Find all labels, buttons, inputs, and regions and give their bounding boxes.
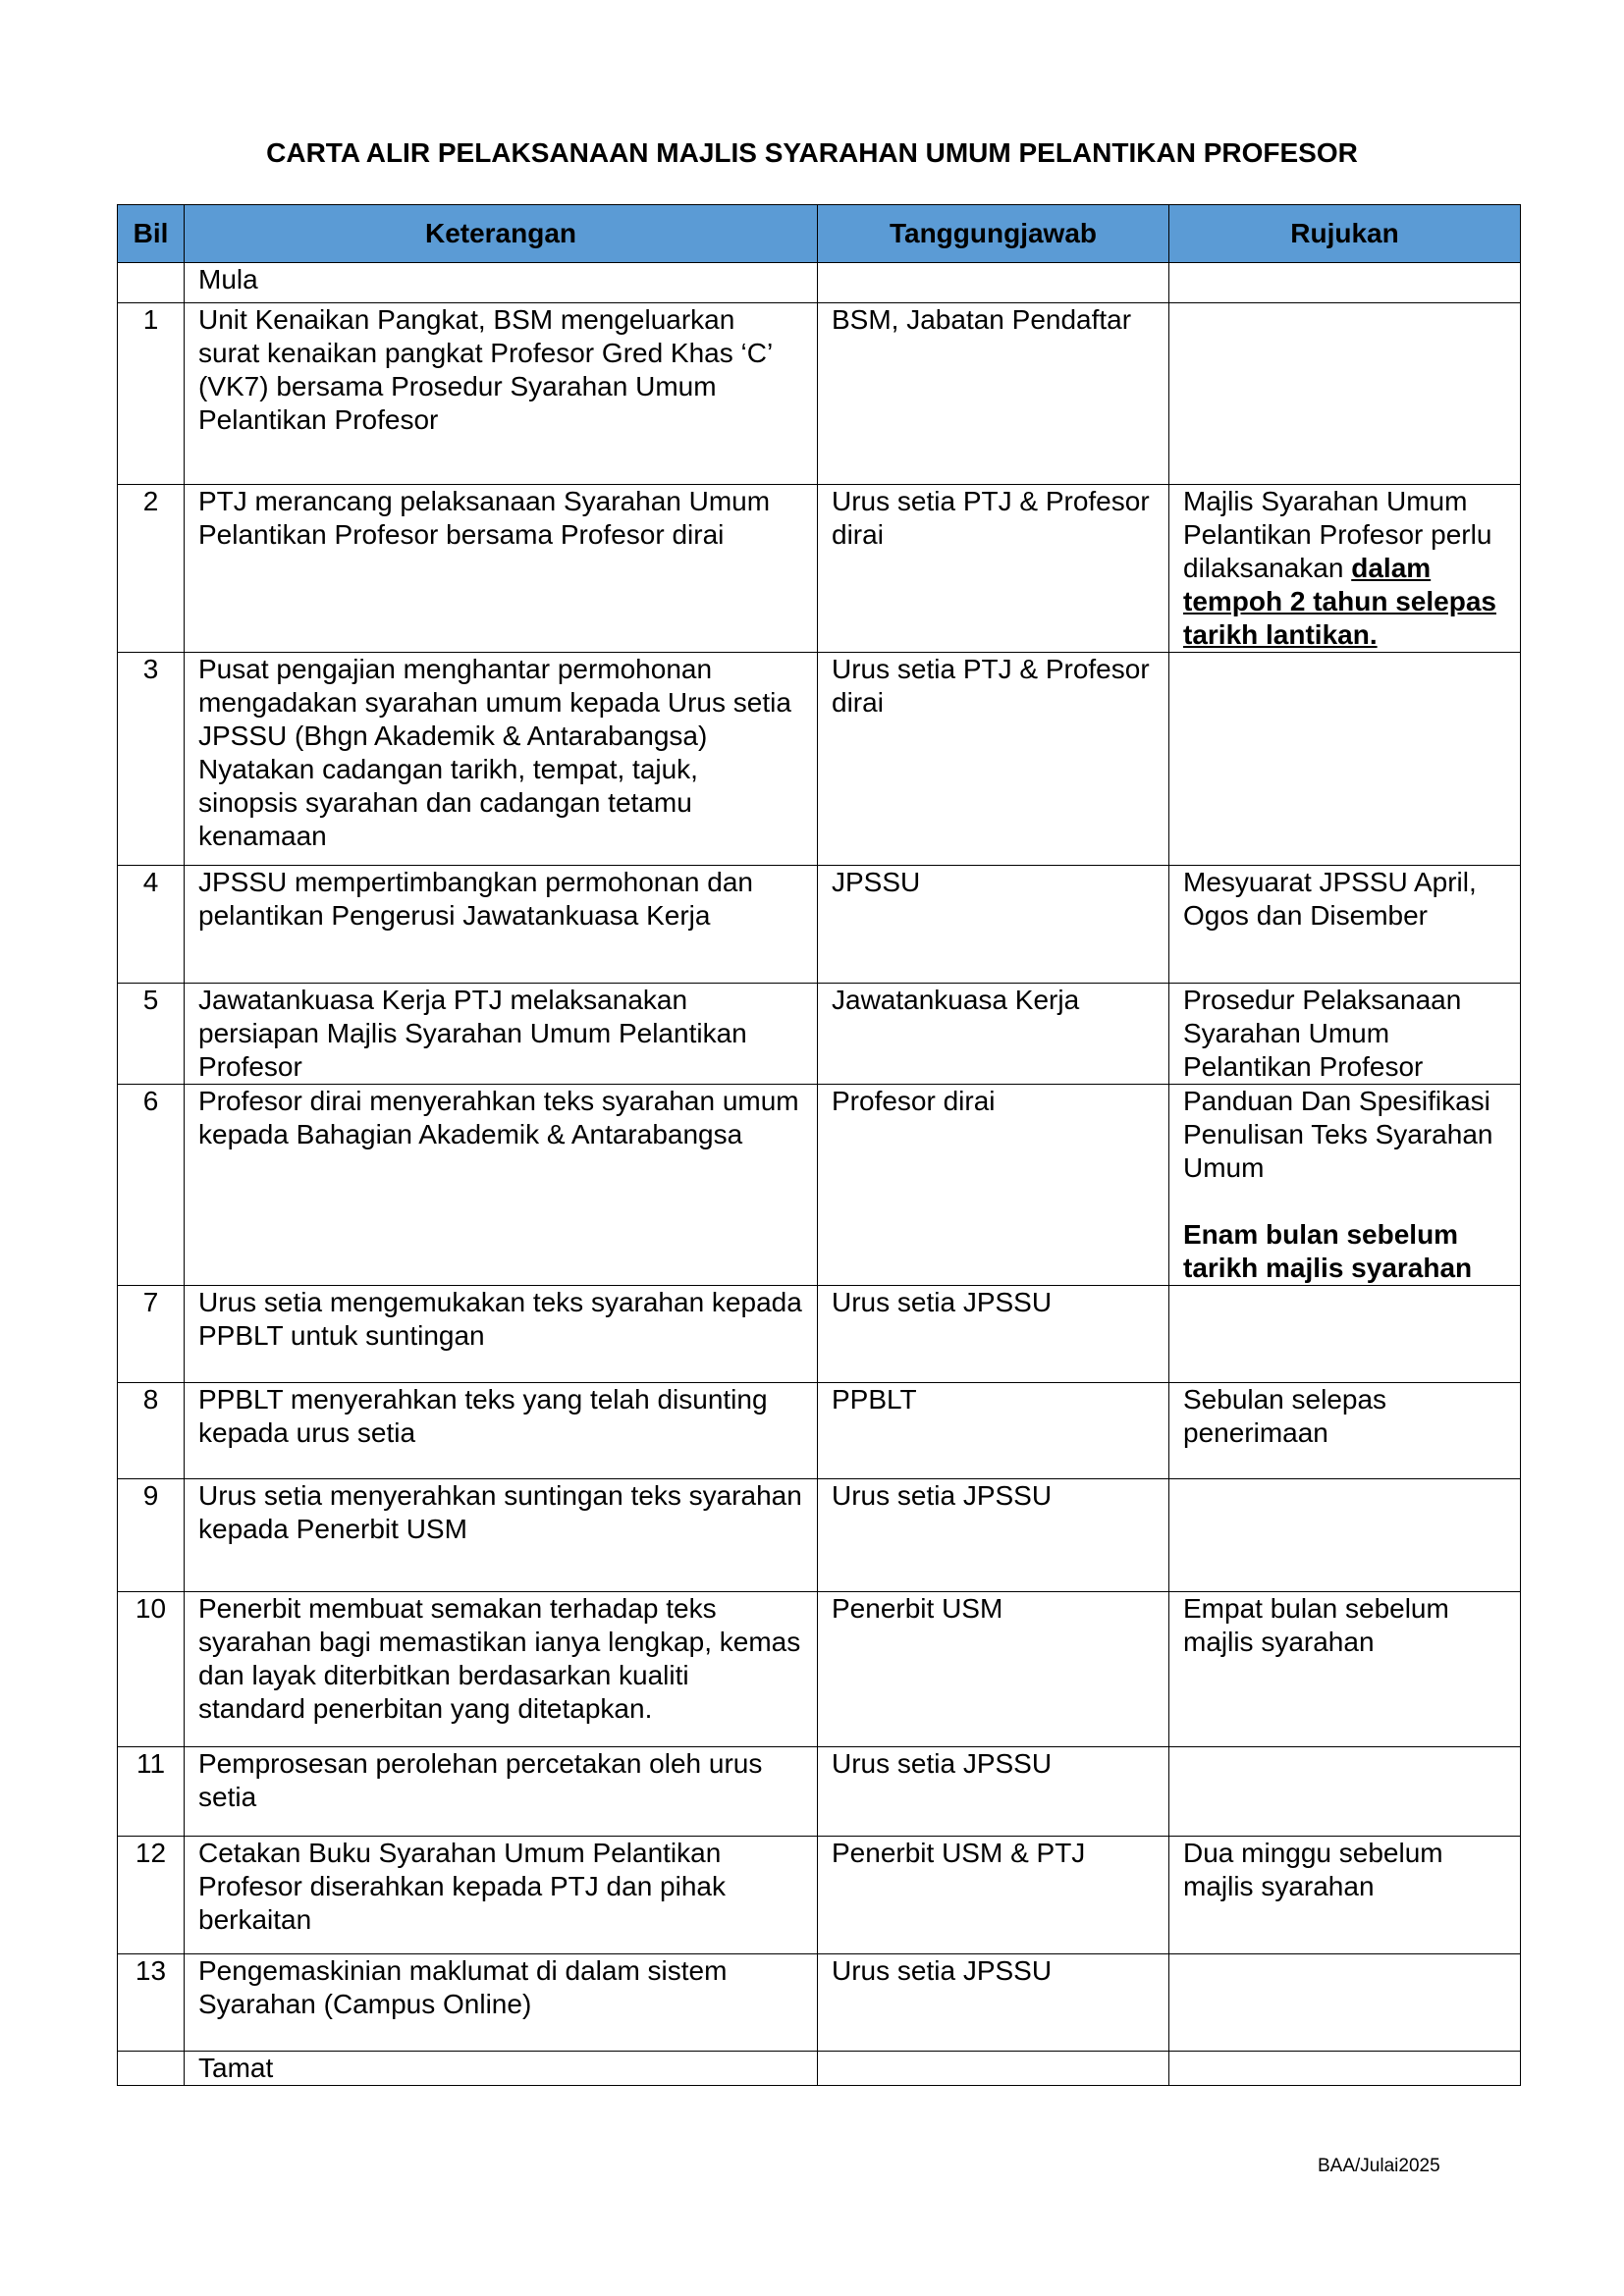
cell-bil: 3 (118, 653, 185, 866)
cell-keterangan: Unit Kenaikan Pangkat, BSM mengeluarkan surat kenaikan pangkat Profesor Gred Khas ‘C’ (VK7) bersama Prosedur Syarahan Umum Pelantikan Profesor (185, 303, 818, 485)
cell-tanggungjawab: Penerbit USM (818, 1592, 1169, 1747)
cell-keterangan: Mula (185, 263, 818, 303)
cell-keterangan: Profesor dirai menyerahkan teks syarahan umum kepada Bahagian Akademik & Antarabangsa (185, 1085, 818, 1286)
cell-tanggungjawab: Urus setia JPSSU (818, 1954, 1169, 2052)
cell-bil: 9 (118, 1479, 185, 1592)
cell-rujukan (1169, 263, 1521, 303)
cell-bil: 6 (118, 1085, 185, 1286)
rujukan-text: Panduan Dan Spesifikasi Penulisan Teks Syarahan Umum (1183, 1086, 1493, 1183)
flow-table (117, 204, 1521, 2086)
cell-rujukan (1169, 1479, 1521, 1592)
cell-tanggungjawab: PPBLT (818, 1383, 1169, 1479)
cell-rujukan: Prosedur Pelaksanaan Syarahan Umum Pelantikan Profesor (1169, 984, 1521, 1085)
cell-keterangan: Pusat pengajian menghantar permohonan mengadakan syarahan umum kepada Urus setia JPSSU (Bhgn Akademik & Antarabangsa) Nyatakan cadangan tarikh, tempat, tajuk, sinopsis syarahan dan cadangan tetamu kenamaan (185, 653, 818, 866)
cell-tanggungjawab: Penerbit USM & PTJ (818, 1837, 1169, 1954)
table-row (118, 1479, 1521, 1592)
cell-keterangan: Pengemaskinian maklumat di dalam sistem Syarahan (Campus Online) (185, 1954, 818, 2052)
cell-keterangan: Cetakan Buku Syarahan Umum Pelantikan Profesor diserahkan kepada PTJ dan pihak berkaitan (185, 1837, 818, 1954)
cell-bil (118, 2052, 185, 2086)
table-row (118, 2052, 1521, 2086)
document-code: BAA/Julai2025 (1318, 2156, 1440, 2176)
cell-keterangan: Jawatankuasa Kerja PTJ melaksanakan persiapan Majlis Syarahan Umum Pelantikan Profesor (185, 984, 818, 1085)
cell-bil (118, 263, 185, 303)
cell-bil: 13 (118, 1954, 185, 2052)
cell-tanggungjawab (818, 263, 1169, 303)
table-row (118, 1747, 1521, 1837)
table-row (118, 1085, 1521, 1286)
cell-bil: 8 (118, 1383, 185, 1479)
cell-tanggungjawab: Urus setia JPSSU (818, 1747, 1169, 1837)
cell-rujukan (1169, 1954, 1521, 2052)
cell-rujukan (1169, 485, 1521, 653)
header-keterangan: Keterangan (185, 205, 818, 263)
page-title: CARTA ALIR PELAKSANAAN MAJLIS SYARAHAN UMUM PELANTIKAN PROFESOR (266, 137, 1358, 168)
cell-tanggungjawab: Urus setia JPSSU (818, 1286, 1169, 1383)
cell-bil: 4 (118, 866, 185, 984)
cell-bil: 2 (118, 485, 185, 653)
cell-tanggungjawab: Jawatankuasa Kerja (818, 984, 1169, 1085)
table-row (118, 303, 1521, 485)
cell-bil: 12 (118, 1837, 185, 1954)
cell-keterangan: PPBLT menyerahkan teks yang telah disunting kepada urus setia (185, 1383, 818, 1479)
cell-tanggungjawab: Urus setia JPSSU (818, 1479, 1169, 1592)
cell-bil: 10 (118, 1592, 185, 1747)
header-tanggungjawab: Tanggungjawab (818, 205, 1169, 263)
cell-tanggungjawab: Urus setia PTJ & Profesor dirai (818, 653, 1169, 866)
cell-keterangan: Urus setia menyerahkan suntingan teks syarahan kepada Penerbit USM (185, 1479, 818, 1592)
cell-rujukan (1169, 2052, 1521, 2086)
cell-tanggungjawab: Profesor dirai (818, 1085, 1169, 1286)
cell-keterangan: JPSSU mempertimbangkan permohonan dan pelantikan Pengerusi Jawatankuasa Kerja (185, 866, 818, 984)
cell-tanggungjawab: Urus setia PTJ & Profesor dirai (818, 485, 1169, 653)
cell-keterangan: Penerbit membuat semakan terhadap teks syarahan bagi memastikan ianya lengkap, kemas dan layak diterbitkan berdasarkan kualiti standard penerbitan yang ditetapkan. (185, 1592, 818, 1747)
cell-tanggungjawab: BSM, Jabatan Pendaftar (818, 303, 1169, 485)
cell-keterangan: Tamat (185, 2052, 818, 2086)
table-row (118, 263, 1521, 303)
cell-keterangan: Urus setia mengemukakan teks syarahan kepada PPBLT untuk suntingan (185, 1286, 818, 1383)
cell-bil: 1 (118, 303, 185, 485)
table-header-row (118, 205, 1521, 263)
rujukan-bold-note: Enam bulan sebelum tarikh majlis syarahan (1183, 1219, 1473, 1283)
rujukan-text: Majlis Syarahan Umum Pelantikan Profesor perlu dilaksanakan (1183, 486, 1492, 583)
cell-rujukan: Dua minggu sebelum majlis syarahan (1169, 1837, 1521, 1954)
table-row (118, 1592, 1521, 1747)
header-rujukan: Rujukan (1169, 205, 1521, 263)
table-row (118, 984, 1521, 1085)
table-row (118, 653, 1521, 866)
cell-rujukan (1169, 653, 1521, 866)
table-row (118, 866, 1521, 984)
cell-rujukan (1169, 1286, 1521, 1383)
cell-bil: 11 (118, 1747, 185, 1837)
cell-keterangan: PTJ merancang pelaksanaan Syarahan Umum Pelantikan Profesor bersama Profesor dirai (185, 485, 818, 653)
table-row (118, 1286, 1521, 1383)
table-row (118, 1383, 1521, 1479)
cell-rujukan: Sebulan selepas penerimaan (1169, 1383, 1521, 1479)
cell-rujukan: Empat bulan sebelum majlis syarahan (1169, 1592, 1521, 1747)
cell-tanggungjawab: JPSSU (818, 866, 1169, 984)
cell-bil: 5 (118, 984, 185, 1085)
table-row (118, 1954, 1521, 2052)
cell-keterangan: Pemprosesan perolehan percetakan oleh urus setia (185, 1747, 818, 1837)
cell-rujukan: Mesyuarat JPSSU April, Ogos dan Disember (1169, 866, 1521, 984)
cell-tanggungjawab (818, 2052, 1169, 2086)
cell-rujukan (1169, 1085, 1521, 1286)
header-bil: Bil (118, 205, 185, 263)
cell-rujukan (1169, 303, 1521, 485)
table-row (118, 485, 1521, 653)
cell-rujukan (1169, 1747, 1521, 1837)
cell-bil: 7 (118, 1286, 185, 1383)
rujukan-emphasis: dalam tempoh 2 tahun selepas tarikh lantikan. (1183, 553, 1496, 650)
table-row (118, 1837, 1521, 1954)
